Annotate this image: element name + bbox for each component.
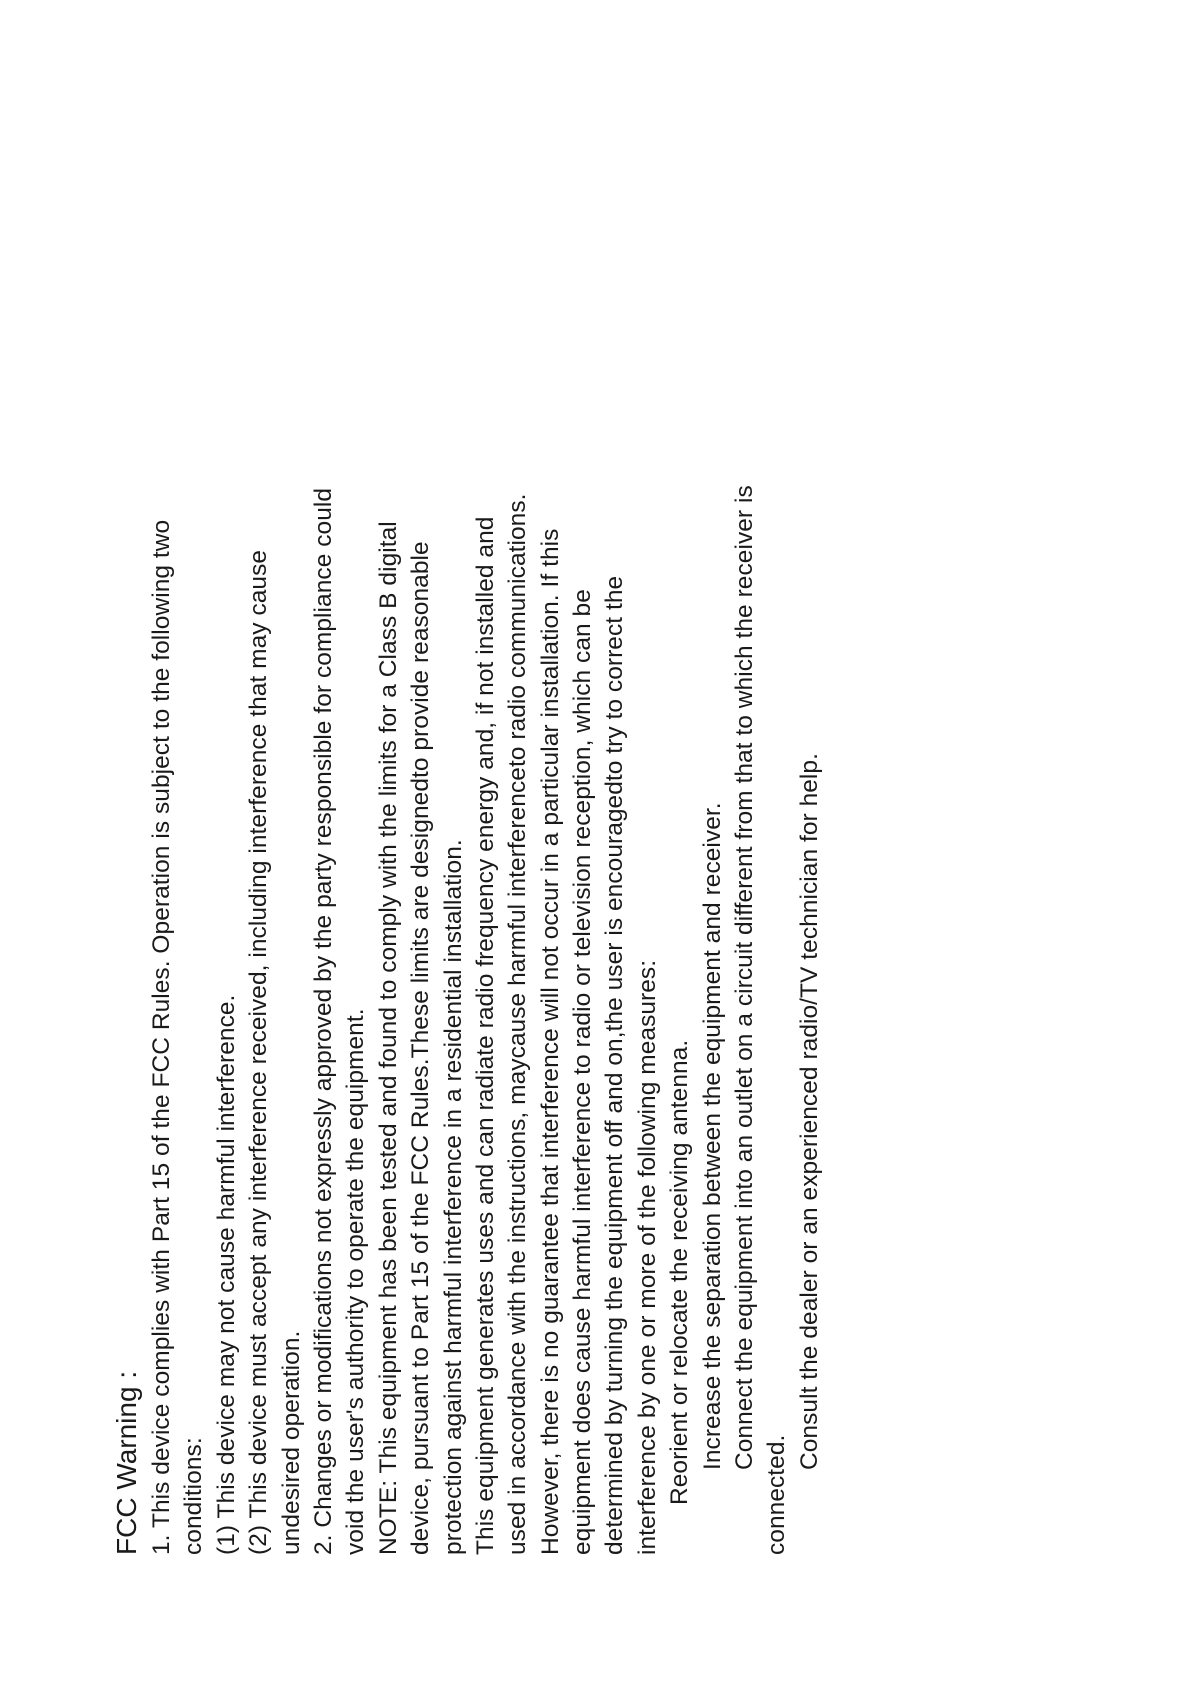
text-line-6: 2. Changes or modifications not expressly approved by the party responsible for compliance could (309, 487, 337, 1555)
document-title: FCC Warning : (111, 1370, 142, 1555)
text-line-5: undesired operation. (277, 1330, 305, 1555)
measure-reorient: Reorient or relocate the receiving antenna. (666, 1039, 694, 1505)
text-line-7: void the user's authority to operate the equipment. (342, 1008, 370, 1555)
measure-connect-outlet: Connect the equipment into an outlet on a circuit different from that to which the receiver is (731, 485, 759, 1470)
text-line-16: interference by one or more of the following measures: (633, 959, 661, 1555)
text-line-12: used in accordance with the instructions, maycause harmful interferenceto radio communications. (504, 493, 532, 1555)
fcc-warning-document (110, 115, 826, 1555)
text-line-3: (1) This device may not cause harmful interference. (212, 994, 240, 1555)
text-line-8: NOTE: This equipment has been tested and found to comply with the limits for a Class B digital (374, 521, 402, 1555)
text-line-9: device, pursuant to Part 15 of the FCC Rules.These limits are designedto provide reasonable (407, 541, 435, 1555)
text-line-1: 1. This device complies with Part 15 of the FCC Rules. Operation is subject to the following two (148, 519, 175, 1555)
text-line-13: However, there is no guarantee that interference will not occur in a particular installation. If this (536, 528, 564, 1555)
text-line-11: This equipment generates uses and can radiate radio frequency energy and, if not installed and (471, 516, 499, 1555)
measure-increase-separation: Increase the separation between the equipment and receiver. (698, 802, 726, 1470)
text-line-2: conditions: (180, 1437, 208, 1555)
text-line-15: determined by turning the equipment off and on,the user is encouragedto try to correct the (601, 575, 629, 1555)
measure-consult-dealer: Consult the dealer or an experienced radio/TV technician for help. (795, 753, 823, 1470)
text-line-connected: connected. (763, 1434, 791, 1555)
text-line-14: equipment does cause harmful interference to radio or television reception, which can be (569, 589, 597, 1555)
text-line-4: (2) This device must accept any interference received, including interference that may cause (245, 549, 273, 1555)
text-line-10: protection against harmful interference in a residential installation. (439, 839, 467, 1555)
